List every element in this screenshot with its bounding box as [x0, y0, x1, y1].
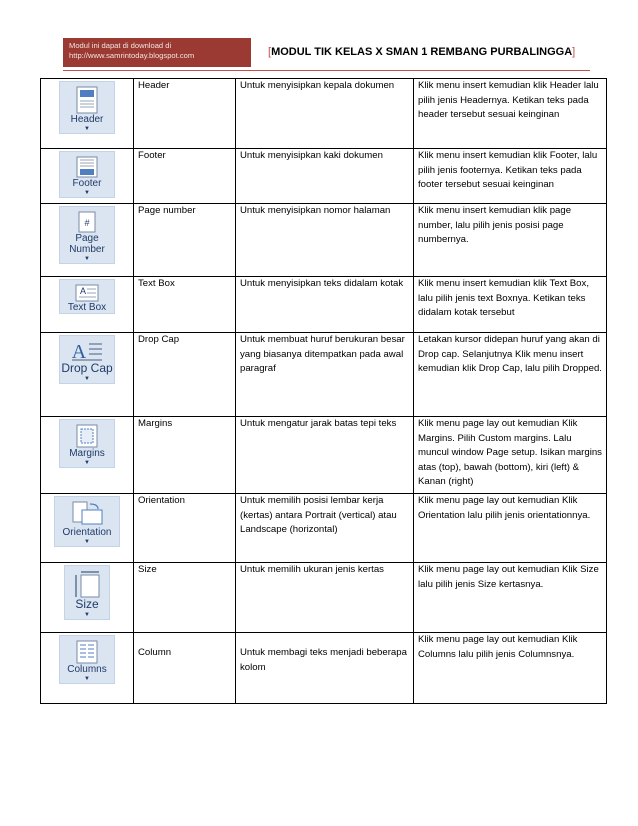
- columns-icon: Columns ▼: [59, 635, 115, 684]
- row-how: Letakan kursor didepan huruf yang akan di Drop cap. Selanjutnya Klik menu insert kemudian klik Drop Cap, lalu pilih Dropped.: [414, 333, 607, 417]
- row-use: Untuk memilih ukuran jenis kertas: [236, 563, 414, 633]
- table-row: [41, 277, 607, 333]
- icon-cell: [41, 494, 134, 563]
- svg-text:A: A: [79, 286, 87, 296]
- text-box-icon: A Text Box: [59, 279, 115, 314]
- row-how: Klik menu insert kemudian klik page number, lalu pilih jenis posisi page numbernya.: [414, 204, 607, 277]
- download-banner: [63, 38, 251, 67]
- row-how: Klik menu page lay out kemudian Klik Columns lalu pilih jenis Columnsnya.: [414, 633, 607, 704]
- icon-cell: [41, 149, 134, 204]
- row-use: Untuk memilih posisi lembar kerja (kertas) antara Portrait (vertical) atau Landscape (horizontal): [236, 494, 414, 563]
- table-row: [41, 149, 607, 204]
- feature-table: [40, 78, 607, 704]
- icon-cell: [41, 277, 134, 333]
- row-use: Untuk menyisipkan kaki dokumen: [236, 149, 414, 204]
- table-row: [41, 79, 607, 149]
- page-header-title: [268, 46, 575, 58]
- icon-cell: [41, 417, 134, 494]
- row-how: Klik menu page lay out kemudian Klik Margins. Pilih Custom margins. Lalu muncul window Page setup. Isikan margins atas (top), bawah (bottom), kiri (left) & Kanan (right): [414, 417, 607, 494]
- row-name: Column: [134, 633, 236, 704]
- row-use: Untuk menyisipkan kepala dokumen: [236, 79, 414, 149]
- table-row: [41, 633, 607, 704]
- table-row: [41, 494, 607, 563]
- row-name: Margins: [134, 417, 236, 494]
- drop-cap-icon: A Drop Cap ▼: [59, 335, 115, 384]
- row-name: Page number: [134, 204, 236, 277]
- icon-cell: [41, 633, 134, 704]
- row-name: Orientation: [134, 494, 236, 563]
- margins-icon: Margins ▼: [59, 419, 115, 468]
- icon-cell: [41, 563, 134, 633]
- banner-line-1: Modul ini dapat di download di: [69, 41, 172, 50]
- row-how: Klik menu page lay out kemudian Klik Size lalu pilih jenis Size kertasnya.: [414, 563, 607, 633]
- header-title-text: MODUL TIK KELAS X SMAN 1 REMBANG PURBALINGGA: [271, 46, 573, 58]
- row-how: Klik menu insert kemudian klik Header lalu pilih jenis Headernya. Ketikan teks pada header tersebut sesuai keinginan: [414, 79, 607, 149]
- header-bracket-open: [: [268, 46, 272, 58]
- header-icon: Header ▼: [59, 81, 115, 134]
- page-number-icon: # Page Number ▼: [59, 206, 115, 264]
- table-row: [41, 563, 607, 633]
- banner-url[interactable]: http://www.samrintoday.blogspot.com: [69, 51, 195, 60]
- row-name: Size: [134, 563, 236, 633]
- icon-cell: [41, 333, 134, 417]
- icon-cell: [41, 204, 134, 277]
- row-name: Text Box: [134, 277, 236, 333]
- row-name: Header: [134, 79, 236, 149]
- header-bracket-close: ]: [572, 46, 576, 58]
- row-use: Untuk mengatur jarak batas tepi teks: [236, 417, 414, 494]
- table-row: [41, 417, 607, 494]
- table-row: [41, 204, 607, 277]
- row-use: Untuk membuat huruf berukuran besar yang biasanya ditempatkan pada awal paragraf: [236, 333, 414, 417]
- row-use: Untuk membagi teks menjadi beberapa kolom: [236, 633, 414, 704]
- row-use: Untuk menyisipkan nomor halaman: [236, 204, 414, 277]
- footer-icon: Footer ▼: [59, 151, 115, 198]
- header-divider: [63, 70, 590, 71]
- row-name: Drop Cap: [134, 333, 236, 417]
- size-icon: Size ▼: [64, 565, 110, 620]
- table-row: [41, 333, 607, 417]
- row-how: Klik menu insert kemudian klik Text Box, lalu pilih jenis text Boxnya. Ketikan teks didalam kotak tersebut: [414, 277, 607, 333]
- orientation-icon: Orientation ▼: [54, 496, 120, 547]
- row-how: Klik menu insert kemudian klik Footer, lalu pilih jenis footernya. Ketikan teks pada footer tersebut sesuai keinginan: [414, 149, 607, 204]
- row-use: Untuk menyisipkan teks didalam kotak: [236, 277, 414, 333]
- icon-cell: [41, 79, 134, 149]
- svg-text:#: #: [84, 218, 90, 228]
- svg-text:A: A: [71, 341, 87, 362]
- row-name: Footer: [134, 149, 236, 204]
- row-how: Klik menu page lay out kemudian Klik Orientation lalu pilih jenis orientationnya.: [414, 494, 607, 563]
